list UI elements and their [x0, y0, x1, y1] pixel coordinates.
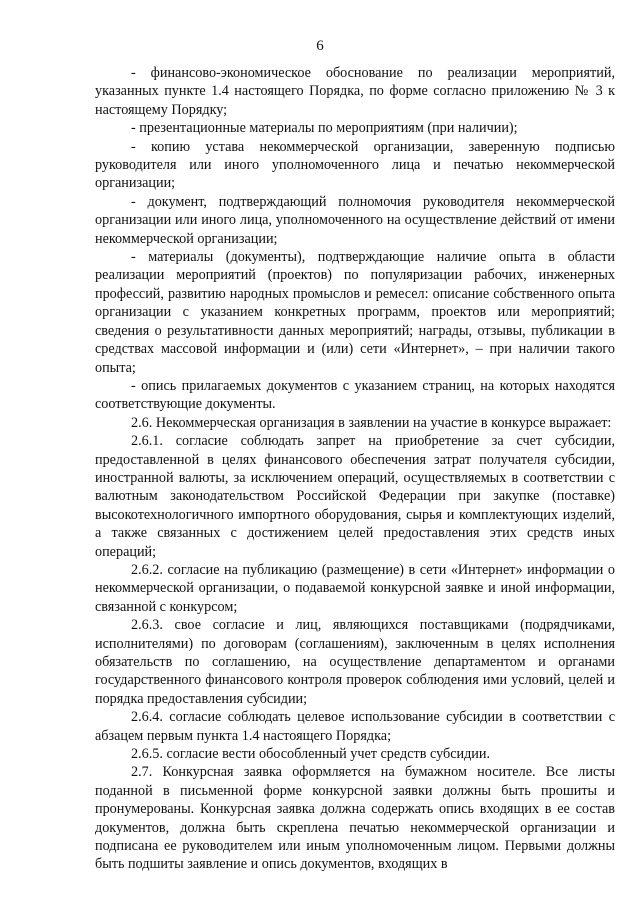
- section-paragraph: 2.6.1. согласие соблюдать запрет на приобретение за счет субсидии, предоставленной в целях финансового обеспечения затрат получателя субсидии, иностранной валюты, за исключением операций, осуществляемых в соответствии с валютным законодательством Российской Федерации при закупке (поставке) высокотехнологичного импортного оборудования, сырья и комплектующих изделий, а также связанных с достижением целей предоставления этих средств иных операций;: [95, 433, 615, 560]
- document-list-item: - презентационные материалы по мероприятиям (при наличии);: [131, 120, 518, 137]
- section-paragraph: 2.6.4. согласие соблюдать целевое использование субсидии в соответствии с абзацем первым пункта 1.4 настоящего Порядка;: [95, 709, 615, 744]
- section-paragraph: 2.7. Конкурсная заявка оформляется на бумажном носителе. Все листы поданной в письменной форме конкурсной заявки должны быть прошиты и пронумерованы. Конкурсная заявка должна содержать опись входящих в ее состав документов, должна быть скреплена печатью некоммерческой организации и подписана ее руководителем или иным уполномоченным лицом. Первыми должны быть подшиты заявление и опись документов, входящих в: [95, 764, 615, 873]
- document-body: [95, 64, 615, 874]
- section-paragraph: 2.6.2. согласие на публикацию (размещение) в сети «Интернет» информации о некоммерческой организации, о подаваемой конкурсной заявке и иной информации, связанной с конкурсом;: [95, 561, 615, 615]
- page-number: 6: [316, 38, 324, 54]
- document-list-item: - финансово-экономическое обоснование по реализации мероприятий, указанных пункте 1.4 настоящего Порядка, по форме согласно приложению № 3 к настоящему Порядку;: [95, 65, 615, 118]
- document-list-item: - материалы (документы), подтверждающие наличие опыта в области реализации мероприятий (проектов) по популяризации рабочих, инженерных профессий, развитию народных промыслов и ремесел: описание собственного опыта организации с указанием конкретных программ, проектов или мероприятий; сведения о результативности данных мероприятий; награды, отзывы, публикации в средствах массовой информации и (или) сети «Интернет», – при наличии такого опыта;: [95, 249, 615, 376]
- document-list-item: - опись прилагаемых документов с указанием страниц, на которых находятся соответствующие документы.: [95, 377, 615, 413]
- section-paragraph: 2.6.3. свое согласие и лиц, являющихся поставщиками (подрядчиками, исполнителями) по договорам (соглашениям), заключенным в целях исполнения обязательств по соглашению, на осуществление департаментом и органами государственного финансового контроля проверок соблюдения ими условий, целей и порядка предоставления субсидии;: [95, 617, 615, 707]
- section-paragraph: 2.6. Некоммерческая организация в заявлении на участие в конкурсе выражает:: [131, 414, 612, 431]
- section-paragraph: 2.6.5. согласие вести обособленный учет средств субсидии.: [131, 746, 491, 763]
- document-list-item: - копию устава некоммерческой организации, заверенную подписью руководителя или иного уполномоченного лица и печатью некоммерческой организации;: [95, 138, 615, 192]
- document-list-item: - документ, подтверждающий полномочия руководителя некоммерческой организации или иного лица, уполномоченного на осуществление действий от имени некоммерческой организации;: [95, 193, 615, 247]
